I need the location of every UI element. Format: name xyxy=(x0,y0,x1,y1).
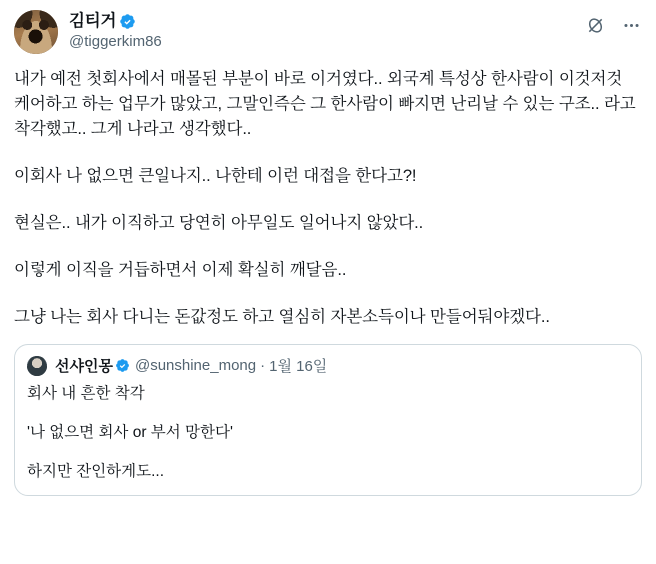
quoted-author-display-name[interactable]: 선샤인몽 xyxy=(55,358,113,375)
header-actions xyxy=(584,10,642,36)
avatar[interactable] xyxy=(14,10,58,54)
tweet-paragraph: 이렇게 이직을 거듭하면서 이제 확실히 깨달음.. xyxy=(14,261,347,279)
tweet-body xyxy=(14,67,642,330)
grok-icon[interactable] xyxy=(584,14,606,36)
verified-badge-icon xyxy=(115,358,130,373)
quoted-avatar[interactable] xyxy=(27,356,47,376)
dog-avatar xyxy=(14,10,58,54)
tweet-paragraph: 내가 예전 첫회사에서 매몰된 부분이 바로 이거였다.. 외국계 특성상 한사람이 이것저것 케어하고 하는 업무가 많았고, 그말인즉슨 그 한사람이 빠지면 난리날 수 있는 구조.. 라고 착각했고.. 그게 나라고 생각했다.. xyxy=(14,70,636,138)
author-handle[interactable]: @tiggerkim86 xyxy=(69,33,162,50)
quoted-author-handle: @sunshine_mong xyxy=(134,357,257,374)
person-avatar xyxy=(27,356,47,376)
author-name-row xyxy=(69,11,162,31)
author-display-name[interactable]: 김티거 xyxy=(69,12,117,30)
quoted-paragraph: 회사 내 흔한 착각 xyxy=(27,385,145,402)
quoted-paragraph: 하지만 잔인하게도... xyxy=(27,463,165,480)
tweet-header xyxy=(14,10,642,58)
quoted-date: 1월 16일 xyxy=(269,358,328,375)
quoted-tweet[interactable] xyxy=(14,344,642,496)
tweet-paragraph: 이회사 나 없으면 큰일나지.. 나한테 이런 대접을 한다고?! xyxy=(14,167,417,185)
quoted-paragraph: '나 없으면 회사 or 부서 망한다' xyxy=(27,424,233,441)
tweet-paragraph: 현실은.. 내가 이직하고 당연히 아무일도 일어나지 않았다.. xyxy=(14,214,424,232)
verified-badge-icon xyxy=(119,13,136,30)
author-names xyxy=(69,10,162,52)
tweet-paragraph: 그냥 나는 회사 다니는 돈값정도 하고 열심히 자본소득이나 만들어둬야겠다.. xyxy=(14,308,550,326)
quoted-tweet-header xyxy=(27,355,629,376)
quoted-tweet-body xyxy=(27,383,629,483)
more-options-icon[interactable] xyxy=(620,14,642,36)
quoted-separator: · xyxy=(260,357,266,374)
